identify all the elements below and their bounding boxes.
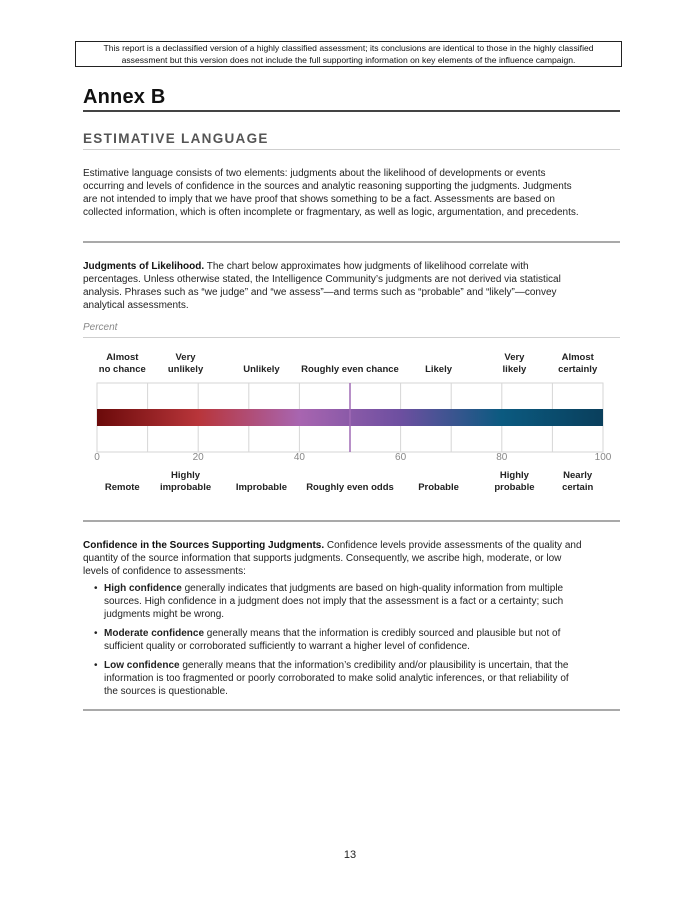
likelihood-term-label: Very unlikely (167, 352, 204, 375)
likelihood-term-label: Likely (425, 364, 453, 375)
tick-label: 20 (192, 452, 204, 463)
probability-term-label: Remote (104, 482, 140, 493)
section-title: ESTIMATIVE LANGUAGE (83, 131, 269, 146)
tick-label: 0 (94, 452, 100, 463)
divider-2 (83, 520, 620, 522)
confidence-text: generally means that the information’s credibility and/or plausibility is uncertain, that the information is too fragmented or poorly corroborated to make solid analytic inferences, or that reliability of the sources is questionable. (104, 660, 569, 697)
bullet-icon: • (94, 583, 98, 594)
confidence-term: High confidence (104, 583, 182, 594)
list-item (94, 627, 584, 653)
list-item (94, 582, 584, 621)
probability-term-label: Probable (418, 482, 459, 493)
probability-term-label: Roughly even odds (306, 482, 394, 493)
tick-label: 80 (496, 452, 508, 463)
page-number: 13 (343, 849, 357, 861)
probability-term-label: Highly probable (494, 470, 535, 493)
likelihood-heading: Judgments of Likelihood. (83, 261, 205, 272)
likelihood-term-label: Almost no chance (98, 352, 146, 375)
banner-line-1: This report is a declassified version of a highly classified assessment; its conclusions are identical to those in the highly classified (103, 43, 594, 53)
likelihood-term-label: Unlikely (243, 364, 280, 375)
confidence-text: generally indicates that judgments are based on high-quality information from multiple sources. High confidence in a judgment does not imply that the assessment is a fact or a certainty; such judgments might be wrong. (104, 583, 564, 620)
probability-term-label: Highly improbable (159, 470, 212, 493)
confidence-text: generally means that the information is credibly sourced and plausible but not of sufficient quality or corroborated sufficiently to warrant a higher level of confidence. (104, 628, 561, 652)
likelihood-term-label: Almost certainly (558, 352, 598, 375)
divider-3 (83, 709, 620, 711)
bullet-icon: • (94, 660, 98, 671)
likelihood-term-label: Very likely (502, 352, 527, 375)
confidence-paragraph (83, 539, 583, 578)
confidence-term: Low confidence (104, 660, 180, 671)
confidence-list (94, 582, 584, 704)
likelihood-term-label: Roughly even chance (301, 364, 399, 375)
confidence-term: Moderate confidence (104, 628, 205, 639)
annex-title: Annex B (83, 86, 166, 108)
probability-term-label: Nearly certain (562, 470, 594, 493)
tick-label: 60 (395, 452, 407, 463)
tick-label: 40 (293, 452, 305, 463)
probability-term-label: Improbable (235, 482, 288, 493)
likelihood-body: The chart below approximates how judgments of likelihood correlate with percentages. Unless otherwise stated, the Intelligence Community’s judgments are not derived via statistical analysis. Phrases such as “we judge” and “we assess”—and terms such as “probable” and “likely”—convey analytical assessments. (83, 261, 561, 311)
confidence-body: Confidence levels provide assessments of the quality and quantity of the source information that supports judgments. Consequently, we ascribe high, moderate, or low levels of confidence to assessments: (83, 540, 582, 577)
tick-label: 100 (594, 452, 612, 463)
chart-axis-label: Percent (83, 322, 118, 333)
confidence-heading: Confidence in the Sources Supporting Judgments. (83, 540, 325, 551)
banner-line-2: assessment but this version does not include the full supporting information on key elements of the influence campaign. (121, 54, 576, 65)
list-item (94, 659, 584, 698)
bullet-icon: • (94, 628, 98, 639)
intro-paragraph: Estimative language consists of two elements: judgments about the likelihood of developments or events occurring and levels of confidence in the sources and analytic reasoning supporting the judgments. Judgments are not intended to imply that we have proof that shows something to be a fact. Assessments are based on collected information, which is often incomplete or fragmentary, as well as logic, argumentation, and precedents. (83, 168, 579, 218)
